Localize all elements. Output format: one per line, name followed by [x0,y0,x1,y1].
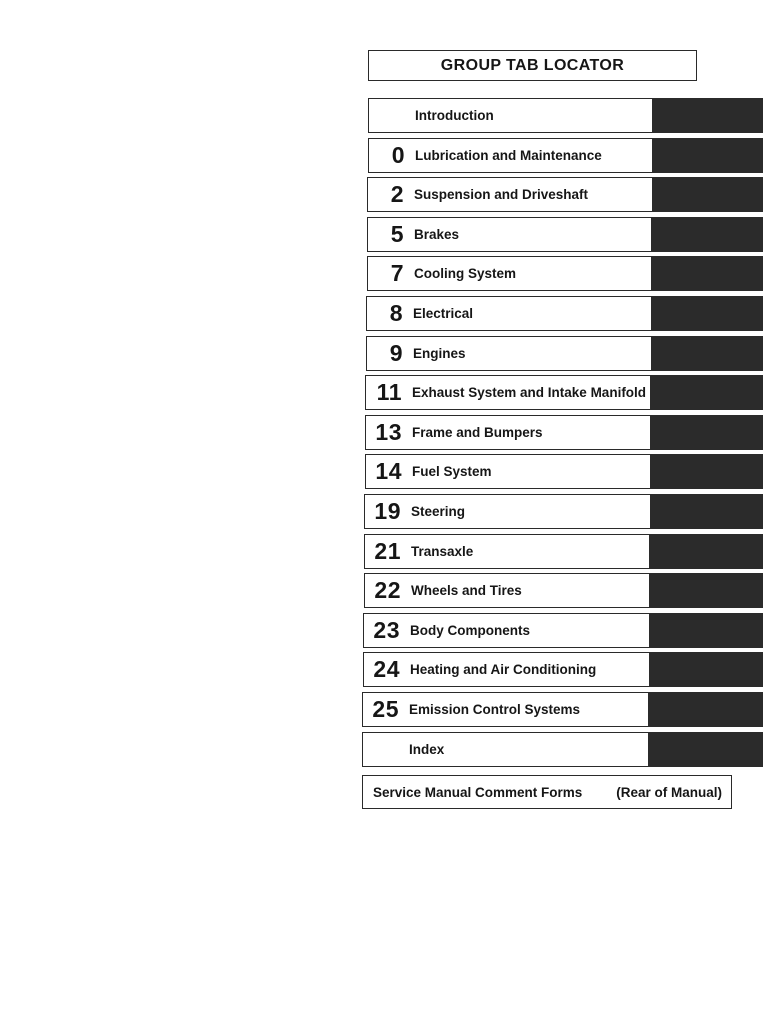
group-number: 14 [375,458,402,484]
group-label: Introduction [415,108,494,123]
group-tab-box[interactable] [368,98,652,133]
page-title: GROUP TAB LOCATOR [368,50,697,81]
group-tab-box[interactable] [367,177,652,212]
group-number: 11 [376,379,402,405]
group-label: Brakes [414,227,460,242]
group-number: 2 [390,181,404,207]
group-tab-box[interactable] [365,375,650,410]
group-tab-row[interactable] [0,415,763,450]
group-tab-box[interactable] [362,692,648,727]
group-label: Body Components [410,623,530,638]
group-tab-box[interactable] [362,732,648,767]
group-tab-row[interactable] [0,336,763,371]
black-tab-marker [650,454,763,489]
group-tab-row[interactable] [0,692,763,727]
group-number: 21 [374,538,401,564]
group-label: Steering [411,504,466,519]
group-number: 0 [391,142,405,168]
black-tab-marker [649,573,763,608]
group-number: 7 [390,260,404,286]
group-tab-box[interactable] [363,652,649,687]
group-tab-box[interactable] [366,336,651,371]
comment-forms-box[interactable] [362,775,732,809]
black-tab-marker [648,692,763,727]
group-tab-row[interactable] [0,375,763,410]
comment-forms-location: (Rear of Manual) [616,784,722,800]
group-tab-box[interactable] [363,613,649,648]
group-label: Transaxle [411,544,474,559]
black-tab-marker [649,652,763,687]
black-tab-marker [650,415,763,450]
group-label: Index [409,742,445,757]
group-label: Wheels and Tires [411,583,522,598]
group-tab-row[interactable] [0,296,763,331]
group-number: 5 [390,221,404,247]
group-tab-box[interactable] [364,573,649,608]
black-tab-marker [648,732,763,767]
group-label: Engines [413,346,466,361]
group-number: 25 [372,696,399,722]
group-tab-box[interactable] [364,534,649,569]
comment-forms-label: Service Manual Comment Forms [373,784,583,800]
group-label: Cooling System [414,266,517,281]
group-tab-row[interactable] [0,177,763,212]
group-label: Electrical [413,306,474,321]
group-number: 24 [373,656,400,682]
group-tab-box[interactable] [365,415,650,450]
group-tab-row[interactable] [0,613,763,648]
group-tab-row[interactable] [0,98,763,133]
black-tab-marker [650,375,763,410]
group-number: 9 [389,340,403,366]
group-tab-box[interactable] [366,296,651,331]
group-tab-row[interactable] [0,454,763,489]
group-tab-row[interactable] [0,138,763,173]
group-tab-box[interactable] [365,454,650,489]
black-tab-marker [652,98,763,133]
black-tab-marker [650,494,763,529]
black-tab-marker [651,256,763,291]
group-number: 8 [389,300,403,326]
group-label: Exhaust System and Intake Manifold [412,385,647,400]
group-tab-row[interactable] [0,217,763,252]
group-tab-box[interactable] [367,217,651,252]
group-number: 23 [373,617,400,643]
group-label: Emission Control Systems [409,702,581,717]
group-tab-row[interactable] [0,732,763,767]
group-tab-row[interactable] [0,534,763,569]
group-tab-row[interactable] [0,494,763,529]
black-tab-marker [651,296,763,331]
black-tab-marker [651,217,763,252]
group-number: 22 [374,577,401,603]
group-tab-box[interactable] [368,138,652,173]
black-tab-marker [651,336,763,371]
group-tab-box[interactable] [367,256,651,291]
group-label: Suspension and Driveshaft [414,187,589,202]
group-label: Fuel System [412,464,492,479]
black-tab-marker [649,534,763,569]
group-number: 13 [375,419,402,445]
group-tab-box[interactable] [364,494,650,529]
black-tab-marker [652,138,763,173]
black-tab-marker [649,613,763,648]
group-tab-row[interactable] [0,256,763,291]
group-label: Heating and Air Conditioning [410,662,597,677]
group-label: Frame and Bumpers [412,425,543,440]
group-tab-row[interactable] [0,652,763,687]
group-number: 19 [374,498,401,524]
group-label: Lubrication and Maintenance [415,148,602,163]
black-tab-marker [652,177,763,212]
group-tab-row[interactable] [0,573,763,608]
